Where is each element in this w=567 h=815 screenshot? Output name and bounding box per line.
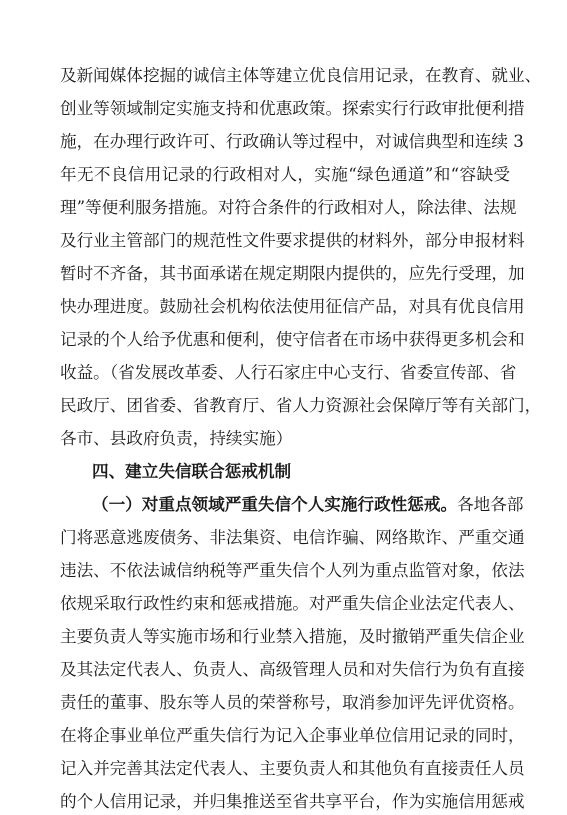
body-line-16: 违法、不依法诚信纳税等严重失信个人列为重点监管对象，依法: [60, 561, 525, 580]
body-line-18: 主要负责人等实施市场和行业禁入措施，及时撤销严重失信企业: [60, 627, 525, 646]
section-heading: 四、建立失信联合惩戒机制: [92, 462, 292, 481]
body-line-22: 记入并完善其法定代表人、主要负责人和其他负有直接责任人员: [60, 759, 525, 778]
body-line-2: 创业等领域制定实施支持和优惠政策。探索实行行政审批便利措: [60, 99, 525, 118]
body-line-17: 依规采取行政性约束和惩戒措施。对严重失信企业法定代表人、: [60, 594, 525, 613]
body-line-1: 及新闻媒体挖掘的诚信主体等建立优良信用记录，在教育、就业、: [60, 66, 542, 85]
body-line-11: 民政厅、团省委、省教育厅、省人力资源社会保障厅等有关部门，: [60, 396, 542, 415]
body-line-20: 责任的董事、股东等人员的荣誉称号，取消参加评先评优资格。: [60, 693, 525, 712]
body-line-21: 在将企事业单位严重失信行为记入企事业单位信用记录的同时，: [60, 726, 525, 745]
body-line-8: 快办理进度。鼓励社会机构依法使用征信产品，对具有优良信用: [60, 297, 525, 316]
body-line-4: 年无不良信用记录的行政相对人，实施“绿色通道”和“容缺受: [60, 165, 510, 184]
subsection-line: [92, 492, 524, 518]
subsection-title: （一）对重点领域严重失信个人实施行政性惩戒。: [92, 495, 458, 514]
body-line-6: 及行业主管部门的规范性文件要求提供的材料外，部分申报材料: [60, 231, 525, 250]
body-line-10: 收益。（省发展改革委、人行石家庄中心支行、省委宣传部、省: [60, 363, 517, 382]
body-line-19: 及其法定代表人、负责人、高级管理人员和对失信行为负有直接: [60, 660, 525, 679]
body-line-12: 各市、县政府负责，持续实施）: [60, 429, 293, 448]
body-line-23: 的个人信用记录，并归集推送至省共享平台，作为实施信用惩戒: [60, 792, 525, 811]
body-line-9: 记录的个人给予优惠和便利，使守信者在市场中获得更多机会和: [60, 330, 525, 349]
body-line-7: 暂时不齐备，其书面承诺在规定期限内提供的，应先行受理，加: [60, 264, 525, 283]
body-line-15: 门将恶意逃废债务、非法集资、电信诈骗、网络欺诈、严重交通: [60, 528, 525, 547]
subsection-text: 各地各部: [457, 495, 524, 514]
body-line-5: 理”等便利服务措施。对符合条件的行政相对人，除法律、法规: [60, 198, 517, 217]
body-line-3: 施，在办理行政许可、行政确认等过程中，对诚信典型和连续 3: [60, 132, 524, 151]
